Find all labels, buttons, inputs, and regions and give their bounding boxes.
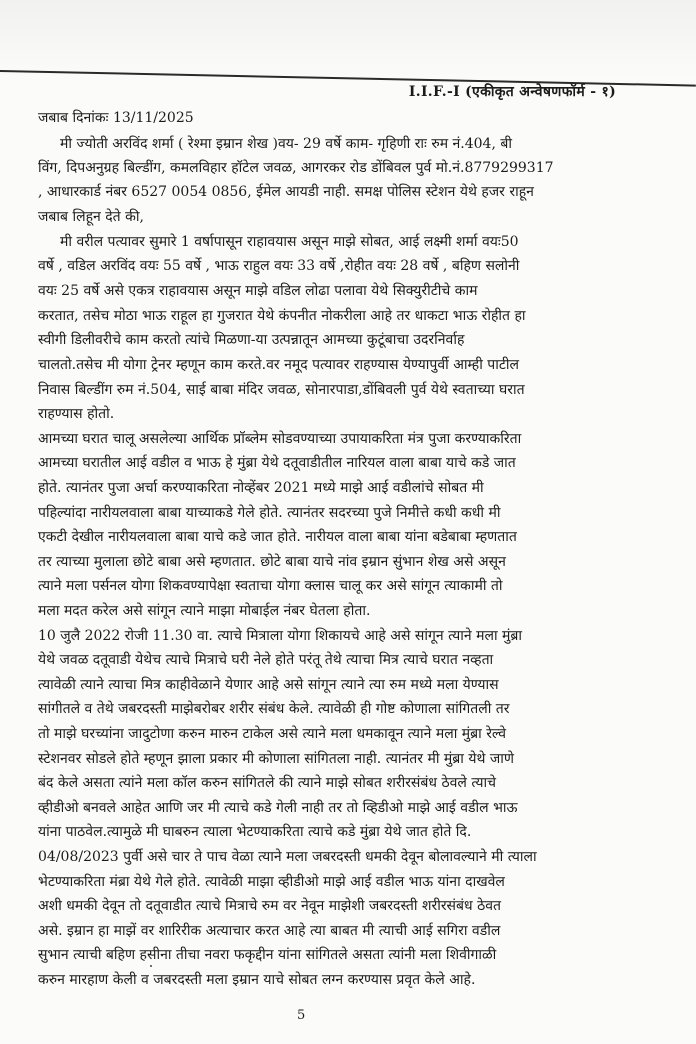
- statement-line: वयः 25 वर्षे असे एकत्र राहावयास असून माझे वडिल लोढा पलावा येथे सिक्युरीटीचे काम: [38, 283, 478, 299]
- statement-line: बंद केले असता त्यांने मला कॉल करुन सांगितले की त्याने माझे सोबत शरीरसंबंध ठेवले त्याचे: [38, 775, 497, 791]
- statement-line: होते. त्यानंतर पुजा अर्चा करण्याकरिता नोव्हेंबर 2021 मध्ये माझे आई वडीलांचे सोबत मी: [38, 480, 484, 496]
- statement-line: जबाब दिनांकः 13/11/2025: [38, 110, 194, 126]
- statement-line: येथे जवळ दतूवाडी येथेच त्याचे मित्राचे घरी नेले होते परंतू तेथे त्याचा मित्र त्याचे घरात नव्हता: [38, 652, 494, 668]
- scan-speck: [150, 965, 152, 967]
- statement-line: अशी धमकी देवून तो दतूवाडीत त्याचे मित्राचे रुम वर नेवून माझेशी जबरदस्ती शरीरसंबंध ठेवत: [38, 898, 501, 914]
- statement-line: तर त्याच्या मुलाला छोटे बाबा असे म्हणतात. छोटे बाबा याचे नांव इम्रान सुंभान शेख असे असून: [38, 554, 506, 570]
- page-number: 5: [297, 1008, 306, 1023]
- scan-top-shadow: [0, 0, 696, 78]
- statement-line: वर्षे , वडिल अरविंद वयः 55 वर्षे , भाऊ राहुल वयः 33 वर्षे ,रोहीत वयः 28 वर्षे , बहिण सलोनी: [38, 258, 520, 274]
- statement-line: सुभान त्याची बहिण हसीना तीचा नवरा फकृद्दीन यांना सांगितले असता त्यांनी मला शिवीगाळी: [38, 947, 497, 963]
- statement-line: त्याने मला पर्सनल योगा शिकवण्यापेक्षा स्वताचा योगा क्लास चालू कर असे सांगून त्याकामी तो: [38, 578, 503, 594]
- statement-line: त्यावेळी त्याने त्याचा मित्र काहीवेळाने येणार आहे असे सांगून त्याने त्या रुम मध्ये मला येण्यास: [38, 677, 499, 693]
- statement-line: निवास बिल्डींग रुम नं.504, साई बाबा मंदिर जवळ, सोनारपाडा,डोंबिवली पुर्व येथे स्वताच्या घरात: [38, 382, 525, 398]
- statement-line: मी वरील पत्यावर सुमारे 1 वर्षापासून राहावयास असून माझे सोबत, आई लक्ष्मी शर्मा वयः50: [60, 234, 519, 250]
- statement-line: यांना पाठवेल.त्यामुळे मी घाबरुन त्याला भेटण्याकरिता त्याचे कडे मुंब्रा येथे जात होते दि.: [38, 824, 472, 840]
- statement-line: एकटी देखील नारीयलवाला बाबा याचे कडे जात होते. नारीयल वाला बाबा यांना बडेबाबा म्हणतात: [38, 529, 517, 545]
- statement-line: तो माझे घरच्यांना जादुटोणा करुन मारुन टाकेल असे त्याने मला धमकावून त्याने मला मुंब्रा रेल्वे: [38, 726, 507, 742]
- statement-line: 04/08/2023 पुर्वी असे चार ते पाच वेळा त्याने मला जबरदस्ती धमकी देवून बोलावल्याने मी त्याला: [38, 849, 537, 865]
- statement-line: आमच्या घरातील आई वडील व भाऊ हे मुंब्रा येथे दतूवाडीतील नारियल वाला बाबा याचे कडे जात: [38, 455, 516, 471]
- statement-line: असे. इम्रान हा माझें वर शारिरीक अत्याचार करत आहे त्या बाबत मी त्याची आई सगिरा वडील: [38, 923, 501, 939]
- statement-line: सांगीतले व तेथे जबरदस्ती माझेबरोबर शरीर संबंध केले. त्यावेळी ही गोष्ट कोणाला सांगितली तर: [38, 701, 510, 717]
- statement-line: राहण्यास होतो.: [38, 406, 115, 422]
- form-identifier: I.I.F.-I (एकीकृत अन्वेषणफॉर्म - १): [408, 84, 616, 100]
- statement-line: मला मदत करेल असे सांगून त्याने माझा मोबाईल नंबर घेतला होता.: [38, 603, 371, 619]
- statement-line: स्टेशनवर सोडले होते म्हणून झाला प्रकार मी कोणाला सांगितला नाही. त्यानंतर मी मुंब्रा येथे जाणे: [38, 751, 514, 767]
- statement-line: , आधारकार्ड नंबर 6527 0054 0856, ईमेल आयडी नाही. समक्ष पोलिस स्टेशन येथे हजर राहून: [38, 184, 534, 200]
- statement-line: व्हीडीओ बनवले आहेत आणि जर मी त्याचे कडे गेली नाही तर तो व्हिडीओ माझे आई वडील भाऊ: [38, 800, 518, 816]
- statement-line: भेटण्याकरिता मंब्रा येथे गेले होते. त्यावेळी माझा व्हीडीओ माझे आई वडील भाऊ यांना दाखवेल: [38, 874, 505, 890]
- statement-line: आमच्या घरात चालू असलेल्या आर्थिक प्रॉब्लेम सोडवण्याच्या उपायाकरिता मंत्र पुजा करण्याकरिता: [38, 431, 522, 447]
- statement-line: करुन मारहाण केली व जबरदस्ती मला इम्रान याचे सोबत लग्न करण्यास प्रवृत केले आहे.: [38, 972, 476, 988]
- statement-line: करतात, तसेच मोठा भाऊ राहूल हा गुजरात येथे कंपनीत नोकरीला आहे तर धाकटा भाऊ रोहीत हा: [38, 308, 526, 324]
- statement-line: 10 जुलै 2022 रोजी 11.30 वा. त्याचे मित्राला योगा शिकायचे आहे असे सांगून त्याने मला मुंब्रा: [38, 628, 523, 644]
- statement-line: पहिल्यांदा नारीयलवाला बाबा याच्याकडे गेले होते. त्यानंतर सदरच्या पुजे निमीत्ते कधी कधी मी: [38, 505, 501, 521]
- statement-line: स्वीगी डिलीवरीचे काम करतो त्यांचे मिळणा-या उत्पन्नातून आमच्या कुटूंबाचा उदरनिर्वाह: [38, 332, 465, 348]
- statement-line: विंग, दिपअनुग्रह बिल्डींग, कमलविहार हॉटेल जवळ, आगरकर रोड डोंबिवल पुर्व मो.नं.8779299317: [38, 160, 554, 176]
- statement-line: चालतो.तसेच मी योगा ट्रेनर म्हणून काम करते.वर नमूद पत्यावर राहण्यास येण्यापुर्वी आम्ही पाटील: [38, 357, 520, 373]
- statement-line: जबाब लिहून देते की,: [38, 209, 144, 225]
- statement-line: मी ज्योती अरविंद शर्मा ( रेश्मा इम्रान शेख )वय- 29 वर्षे काम- गृहिणी राः रुम नं.404, बी: [60, 136, 512, 152]
